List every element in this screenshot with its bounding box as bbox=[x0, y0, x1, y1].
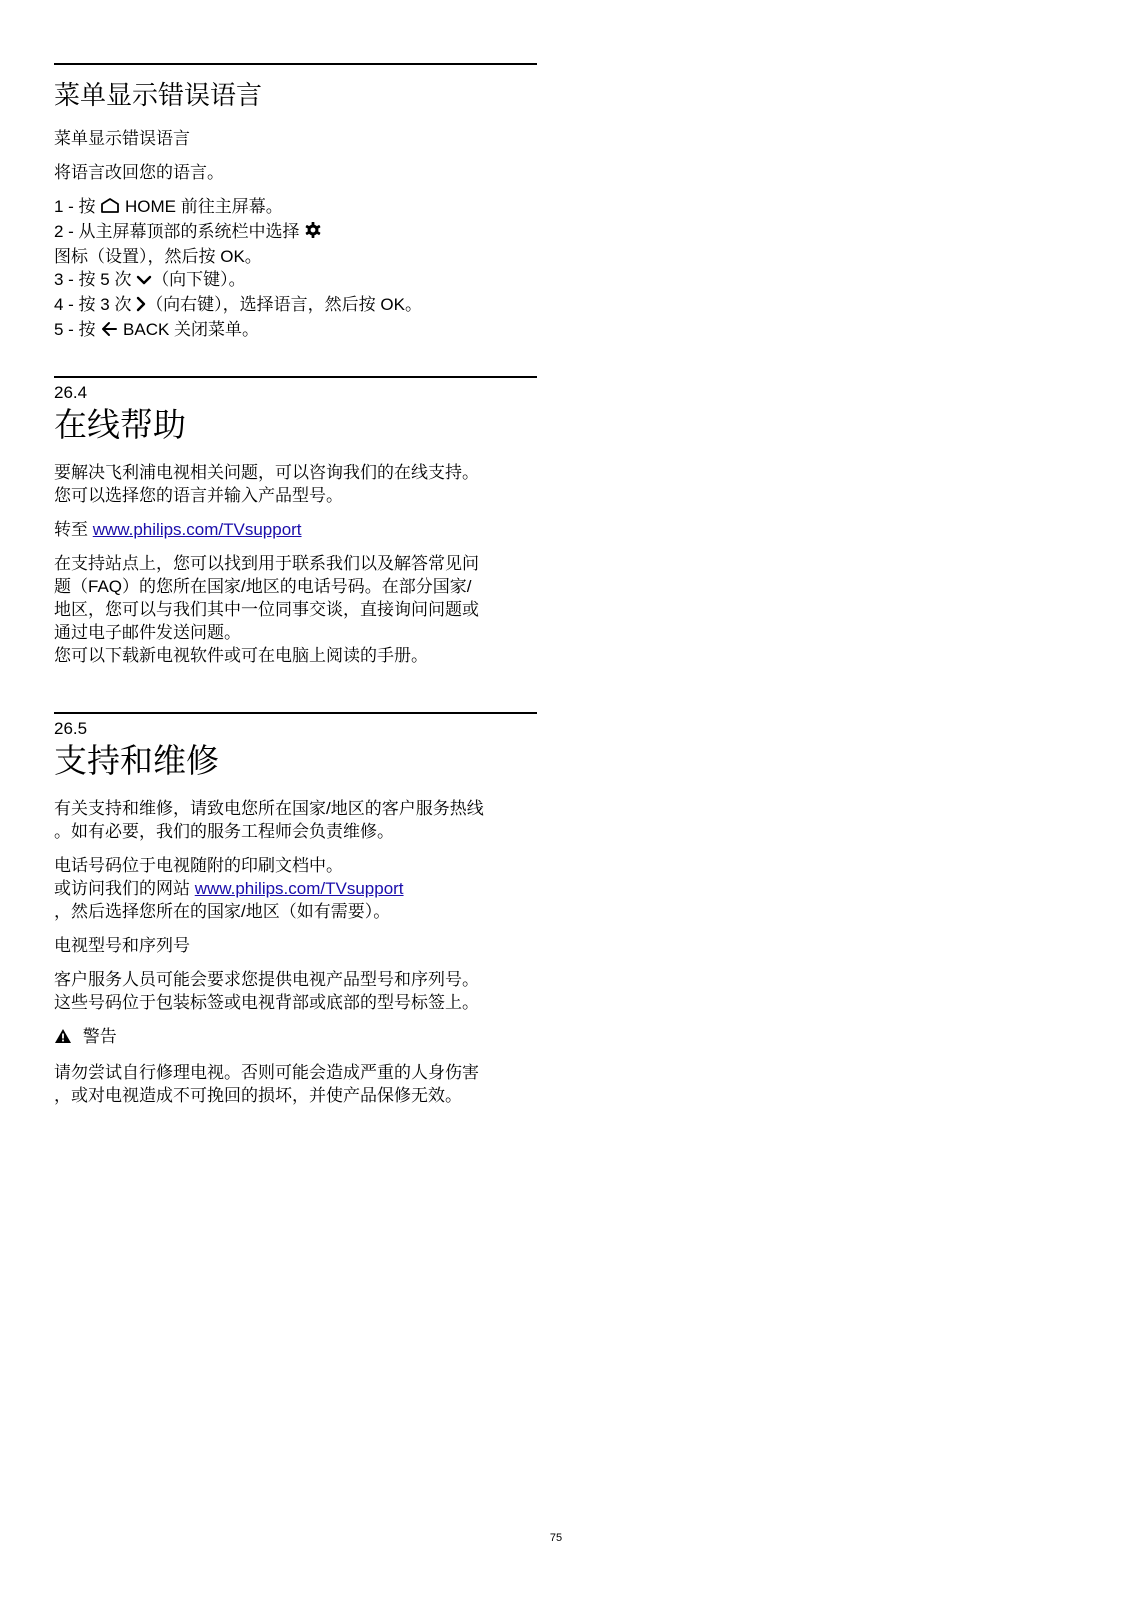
paragraph-line: 客户服务人员可能会要求您提供电视产品型号和序列号。 bbox=[54, 970, 479, 989]
gear-icon bbox=[304, 221, 322, 245]
paragraph-line: 。如有必要，我们的服务工程师会负责维修。 bbox=[54, 822, 394, 841]
section-divider bbox=[54, 63, 537, 65]
back-arrow-icon bbox=[100, 320, 118, 343]
section-online-help bbox=[54, 376, 537, 667]
paragraph-line: ，然后选择您所在的国家/地区（如有需要）。 bbox=[54, 902, 391, 921]
home-icon bbox=[100, 197, 120, 220]
website-line: 或访问我们的网站 www.philips.com/TVsupport bbox=[54, 879, 404, 898]
paragraph-line: ，或对电视造成不可挽回的损坏，并使产品保修无效。 bbox=[54, 1086, 462, 1105]
paragraph-line: 地区，您可以与我们其中一位同事交谈，直接询问问题或 bbox=[54, 600, 479, 619]
paragraph-line: 通过电子邮件发送问题。 bbox=[54, 623, 241, 642]
paragraph-line: 在支持站点上，您可以找到用于联系我们以及解答常见问 bbox=[54, 554, 479, 573]
step-4: 4 - 按 3 次 （向右键），选择语言，然后按 OK。 bbox=[54, 293, 537, 318]
paragraph-line: 您可以下载新电视软件或可在电脑上阅读的手册。 bbox=[54, 646, 428, 665]
section-number: 26.4 bbox=[54, 383, 88, 402]
section-subtitle: 菜单显示错误语言 bbox=[54, 129, 190, 148]
warning-heading: 警告 bbox=[54, 1025, 537, 1050]
paragraph-line: 要解决飞利浦电视相关问题，可以咨询我们的在线支持。 bbox=[54, 463, 479, 482]
section-number: 26.5 bbox=[54, 719, 88, 738]
paragraph-line: 您可以选择您的语言并输入产品型号。 bbox=[54, 486, 343, 505]
paragraph-line: 有关支持和维修，请致电您所在国家/地区的客户服务热线 bbox=[54, 799, 484, 818]
chevron-right-icon bbox=[136, 295, 146, 318]
support-link[interactable]: www.philips.com/TVsupport bbox=[92, 520, 302, 539]
step-3: 3 - 按 5 次 （向下键）。 bbox=[54, 268, 537, 293]
paragraph-line: 题（FAQ）的您所在国家/地区的电话号码。在部分国家/ bbox=[54, 577, 472, 596]
goto-line: 转至 www.philips.com/TVsupport bbox=[54, 520, 302, 539]
section-divider bbox=[54, 712, 537, 714]
section-title: 支持和维修 bbox=[54, 742, 219, 779]
paragraph-line: 电话号码位于电视随附的印刷文档中。 bbox=[54, 856, 343, 875]
warning-icon bbox=[54, 1027, 72, 1050]
section-title: 在线帮助 bbox=[54, 406, 186, 443]
intro-text: 将语言改回您的语言。 bbox=[54, 163, 224, 182]
section-divider bbox=[54, 376, 537, 378]
page-number: 75 bbox=[549, 1532, 563, 1544]
step-1: 1 - 按 HOME 前往主屏幕。 bbox=[54, 195, 537, 220]
section-support-repair bbox=[54, 712, 537, 1107]
sub-heading: 电视型号和序列号 bbox=[54, 936, 190, 955]
paragraph-line: 这些号码位于包装标签或电视背部或底部的型号标签上。 bbox=[54, 993, 479, 1012]
section-menu-language bbox=[54, 63, 537, 343]
step-2-continued: 图标（设置），然后按 OK。 bbox=[54, 247, 262, 266]
section-title: 菜单显示错误语言 bbox=[54, 80, 263, 110]
support-link[interactable]: www.philips.com/TVsupport bbox=[194, 879, 404, 898]
step-2: 2 - 从主屏幕顶部的系统栏中选择 bbox=[54, 220, 537, 245]
chevron-down-icon bbox=[136, 270, 152, 293]
step-5: 5 - 按 BACK 关闭菜单。 bbox=[54, 318, 537, 343]
paragraph-line: 请勿尝试自行修理电视。否则可能会造成严重的人身伤害 bbox=[54, 1063, 479, 1082]
